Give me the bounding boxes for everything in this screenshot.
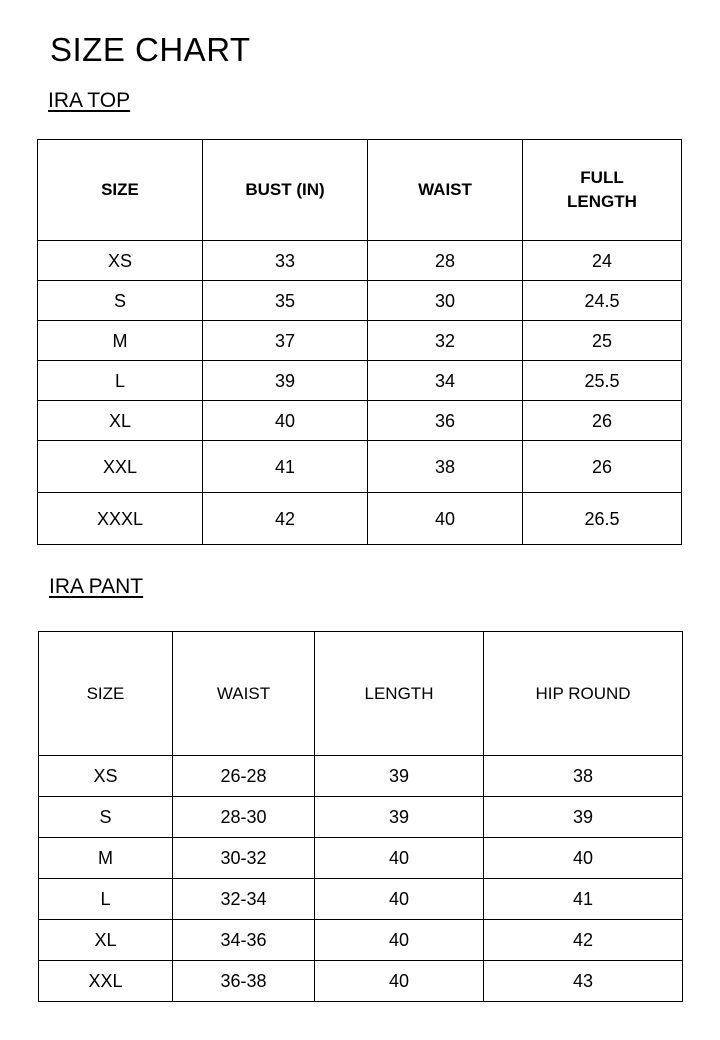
hip-round-cell: 41 — [484, 879, 683, 920]
length-cell: 39 — [315, 797, 484, 838]
header-bust: BUST (IN) — [203, 140, 368, 241]
waist-cell: 36-38 — [173, 961, 315, 1002]
length-cell: 40 — [315, 920, 484, 961]
size-cell: S — [39, 797, 173, 838]
ira-top-size-table — [37, 139, 682, 545]
table-row — [38, 321, 682, 361]
table-row — [38, 401, 682, 441]
bust-cell: 41 — [203, 441, 368, 493]
waist-cell: 34 — [368, 361, 523, 401]
bust-cell: 40 — [203, 401, 368, 441]
size-cell: L — [39, 879, 173, 920]
hip-round-cell: 40 — [484, 838, 683, 879]
size-cell: XXL — [38, 441, 203, 493]
waist-cell: 30 — [368, 281, 523, 321]
table-row — [39, 961, 683, 1002]
table-row — [39, 879, 683, 920]
ira-pant-size-table — [38, 631, 683, 1002]
bust-cell: 39 — [203, 361, 368, 401]
table-header-row — [38, 140, 682, 241]
ira-top-title: IRA TOP — [48, 89, 131, 112]
length-cell: 39 — [315, 756, 484, 797]
page-title: SIZE CHART — [50, 31, 251, 68]
size-cell: XL — [39, 920, 173, 961]
hip-round-cell: 38 — [484, 756, 683, 797]
waist-cell: 38 — [368, 441, 523, 493]
waist-cell: 30-32 — [173, 838, 315, 879]
waist-cell: 28-30 — [173, 797, 315, 838]
size-cell: XXXL — [38, 493, 203, 545]
table-row — [39, 797, 683, 838]
size-cell: M — [39, 838, 173, 879]
full-length-cell: 24 — [523, 241, 682, 281]
size-cell: XL — [38, 401, 203, 441]
header-length: LENGTH — [315, 632, 484, 756]
header-waist: WAIST — [173, 632, 315, 756]
full-length-cell: 25.5 — [523, 361, 682, 401]
header-waist: WAIST — [368, 140, 523, 241]
waist-cell: 40 — [368, 493, 523, 545]
size-cell: XS — [38, 241, 203, 281]
bust-cell: 35 — [203, 281, 368, 321]
hip-round-cell: 42 — [484, 920, 683, 961]
waist-cell: 36 — [368, 401, 523, 441]
bust-cell: 42 — [203, 493, 368, 545]
bust-cell: 37 — [203, 321, 368, 361]
full-length-cell: 25 — [523, 321, 682, 361]
table-row — [38, 281, 682, 321]
header-size: SIZE — [38, 140, 203, 241]
header-hip-round: HIP ROUND — [484, 632, 683, 756]
waist-cell: 28 — [368, 241, 523, 281]
size-cell: L — [38, 361, 203, 401]
full-length-cell: 26 — [523, 441, 682, 493]
full-length-cell: 24.5 — [523, 281, 682, 321]
table-row — [38, 361, 682, 401]
waist-cell: 32 — [368, 321, 523, 361]
waist-cell: 34-36 — [173, 920, 315, 961]
length-cell: 40 — [315, 838, 484, 879]
size-cell: XXL — [39, 961, 173, 1002]
table-row — [38, 441, 682, 493]
size-cell: XS — [39, 756, 173, 797]
header-size: SIZE — [39, 632, 173, 756]
hip-round-cell: 43 — [484, 961, 683, 1002]
waist-cell: 26-28 — [173, 756, 315, 797]
table-row — [39, 756, 683, 797]
length-cell: 40 — [315, 961, 484, 1002]
waist-cell: 32-34 — [173, 879, 315, 920]
length-cell: 40 — [315, 879, 484, 920]
size-cell: S — [38, 281, 203, 321]
table-header-row — [39, 632, 683, 756]
table-row — [39, 920, 683, 961]
table-row — [38, 241, 682, 281]
table-row — [38, 493, 682, 545]
full-length-cell: 26.5 — [523, 493, 682, 545]
bust-cell: 33 — [203, 241, 368, 281]
table-row — [39, 838, 683, 879]
ira-pant-title: IRA PANT — [49, 575, 144, 598]
header-full-length: FULL LENGTH — [523, 140, 682, 241]
hip-round-cell: 39 — [484, 797, 683, 838]
full-length-cell: 26 — [523, 401, 682, 441]
size-cell: M — [38, 321, 203, 361]
